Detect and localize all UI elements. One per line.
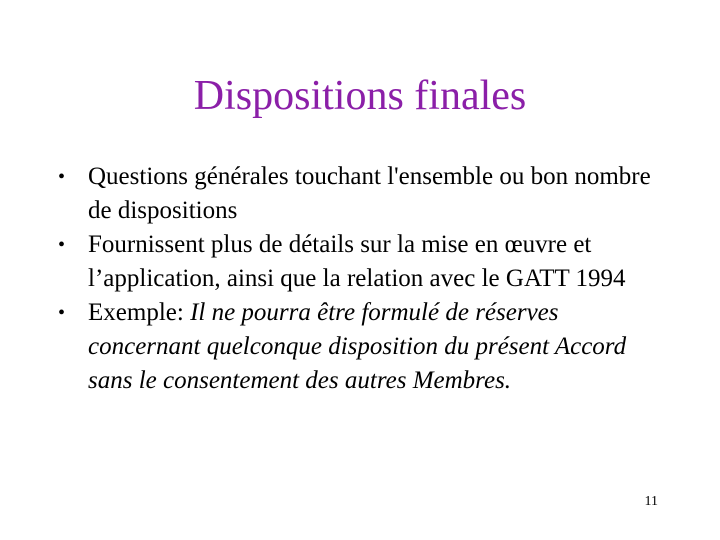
page-number: 11 bbox=[644, 494, 658, 509]
slide-title: Dispositions finales bbox=[193, 73, 527, 119]
example-prefix: Exemple: bbox=[88, 299, 191, 326]
bullet-text: Fournissent plus de détails sur la mise en œuvre et l’application, ainsi que la relation avec le GATT 1994 bbox=[88, 231, 626, 292]
bullet-text: Questions générales touchant l'ensemble ou bon nombre de dispositions bbox=[88, 163, 651, 224]
bullet-list bbox=[58, 160, 658, 398]
bullet-marker: • bbox=[58, 302, 66, 324]
bullet-item-general-questions bbox=[58, 160, 658, 228]
bullet-item-example bbox=[58, 296, 658, 398]
bullet-marker: • bbox=[58, 234, 66, 256]
bullet-marker: • bbox=[58, 166, 66, 188]
bullet-item-details bbox=[58, 228, 658, 296]
example-quote: Il ne pourra être formulé de réserves concernant quelconque disposition du présent Accord sans le consentement des autres Membres. bbox=[88, 299, 627, 394]
